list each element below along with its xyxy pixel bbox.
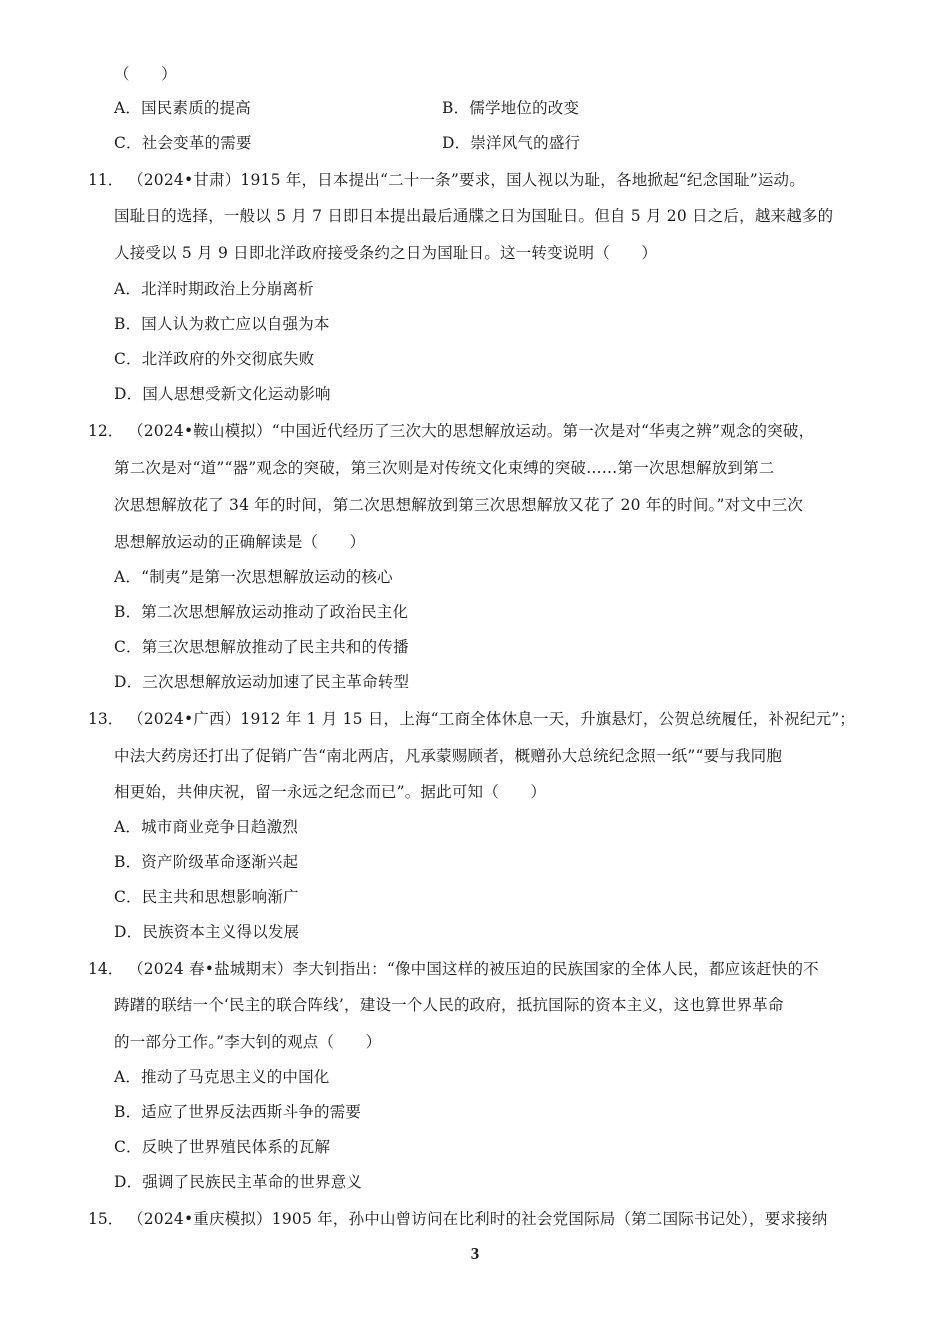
question-13-number: 13． <box>88 710 124 728</box>
question-15-line-1: （2024•重庆模拟）1905 年，孙中山曾访问在比利时的社会党国际局（第二国际书记处），要求接纳 <box>128 1210 828 1228</box>
question-11-line-1: （2024•甘肃）1915 年，日本提出“二十一条”要求，国人视以为耻，各地掀起“纪念国耻”运动。 <box>128 171 805 189</box>
question-11-option-d: D．国人思想受新文化运动影响 <box>114 385 331 403</box>
question-14-number: 14． <box>88 960 124 978</box>
question-14-option-a: A．推动了马克思主义的中国化 <box>114 1068 330 1086</box>
prev-option-a: A．国民素质的提高 <box>114 99 251 117</box>
question-13-option-b: B．资产阶级革命逐渐兴起 <box>114 853 299 871</box>
question-12-option-c: C．第三次思想解放推动了民主共和的传播 <box>114 638 409 656</box>
page-number: 3 <box>470 1244 480 1263</box>
question-11-line-3: 人接受以 5 月 9 日即北洋政府接受条约之日为国耻日。这一转变说明（ ） <box>114 244 658 262</box>
question-13-option-a: A．城市商业竞争日趋激烈 <box>114 818 299 836</box>
question-11-option-a: A．北洋时期政治上分崩离析 <box>114 280 314 298</box>
question-13-option-d: D．民族资本主义得以发展 <box>114 923 300 941</box>
question-14-option-b: B．适应了世界反法西斯斗争的需要 <box>114 1103 362 1121</box>
question-11-number: 11． <box>88 171 124 189</box>
prev-question-paren: （ ） <box>114 65 177 83</box>
prev-option-c: C．社会变革的需要 <box>114 134 252 152</box>
question-12-option-a: A．“制夷”是第一次思想解放运动的核心 <box>114 568 393 586</box>
question-13-line-2: 中法大药房还打出了促销广告“南北两店，凡承蒙赐顾者，概赠孙大总统纪念照一纸”“要与我同胞 <box>114 747 783 765</box>
question-11-option-c: C．北洋政府的外交彻底失败 <box>114 350 315 368</box>
question-15-number: 15． <box>88 1210 124 1228</box>
question-11-option-b: B．国人认为救亡应以自强为本 <box>114 315 330 333</box>
question-14-option-d: D．强调了民族民主革命的世界意义 <box>114 1173 363 1191</box>
question-11-line-2: 国耻日的选择，一般以 5 月 7 日即日本提出最后通牒之日为国耻日。但自 5 月 20 日之后，越来越多的 <box>114 207 834 225</box>
question-12-option-b: B．第二次思想解放运动推动了政治民主化 <box>114 603 409 621</box>
question-12-number: 12． <box>88 422 124 440</box>
question-13-line-3: 相更始，共伸庆祝，留一永远之纪念而已”。据此可知（ ） <box>114 783 547 801</box>
prev-option-d: D．崇洋风气的盛行 <box>442 134 581 152</box>
question-13-option-c: C．民主共和思想影响渐广 <box>114 888 299 906</box>
question-14-line-1: （2024 春•盐城期末）李大钊指出：“像中国这样的被压迫的民族国家的全体人民，都应该赶快的不 <box>128 960 819 978</box>
question-12-line-2: 第二次是对“道”“器”观念的突破，第三次则是对传统文化束缚的突破……第一次思想解放到第二 <box>114 459 775 477</box>
prev-option-b: B．儒学地位的改变 <box>442 99 580 117</box>
question-12-option-d: D．三次思想解放运动加速了民主革命转型 <box>114 673 410 691</box>
question-12-line-1: （2024•鞍山模拟）“中国近代经历了三次大的思想解放运动。第一次是对“华夷之辨”观念的突破， <box>128 422 815 440</box>
question-13-line-1: （2024•广西）1912 年 1 月 15 日，上海“工商全体休息一天，升旗悬灯，公贺总统履任，补祝纪元”； <box>128 710 856 728</box>
question-12-line-3: 次思想解放花了 34 年的时间，第二次思想解放到第三次思想解放又花了 20 年的时间。”对文中三次 <box>114 496 804 514</box>
question-14-option-c: C．反映了世界殖民体系的瓦解 <box>114 1138 331 1156</box>
question-14-line-2: 踌躇的联结一个‘民主的联合阵线’，建设一个人民的政府，抵抗国际的资本主义，这也算世界革命 <box>114 996 784 1014</box>
question-14-line-3: 的一部分工作。”李大钊的观点（ ） <box>114 1033 382 1051</box>
question-12-line-4: 思想解放运动的正确解读是（ ） <box>114 533 366 551</box>
